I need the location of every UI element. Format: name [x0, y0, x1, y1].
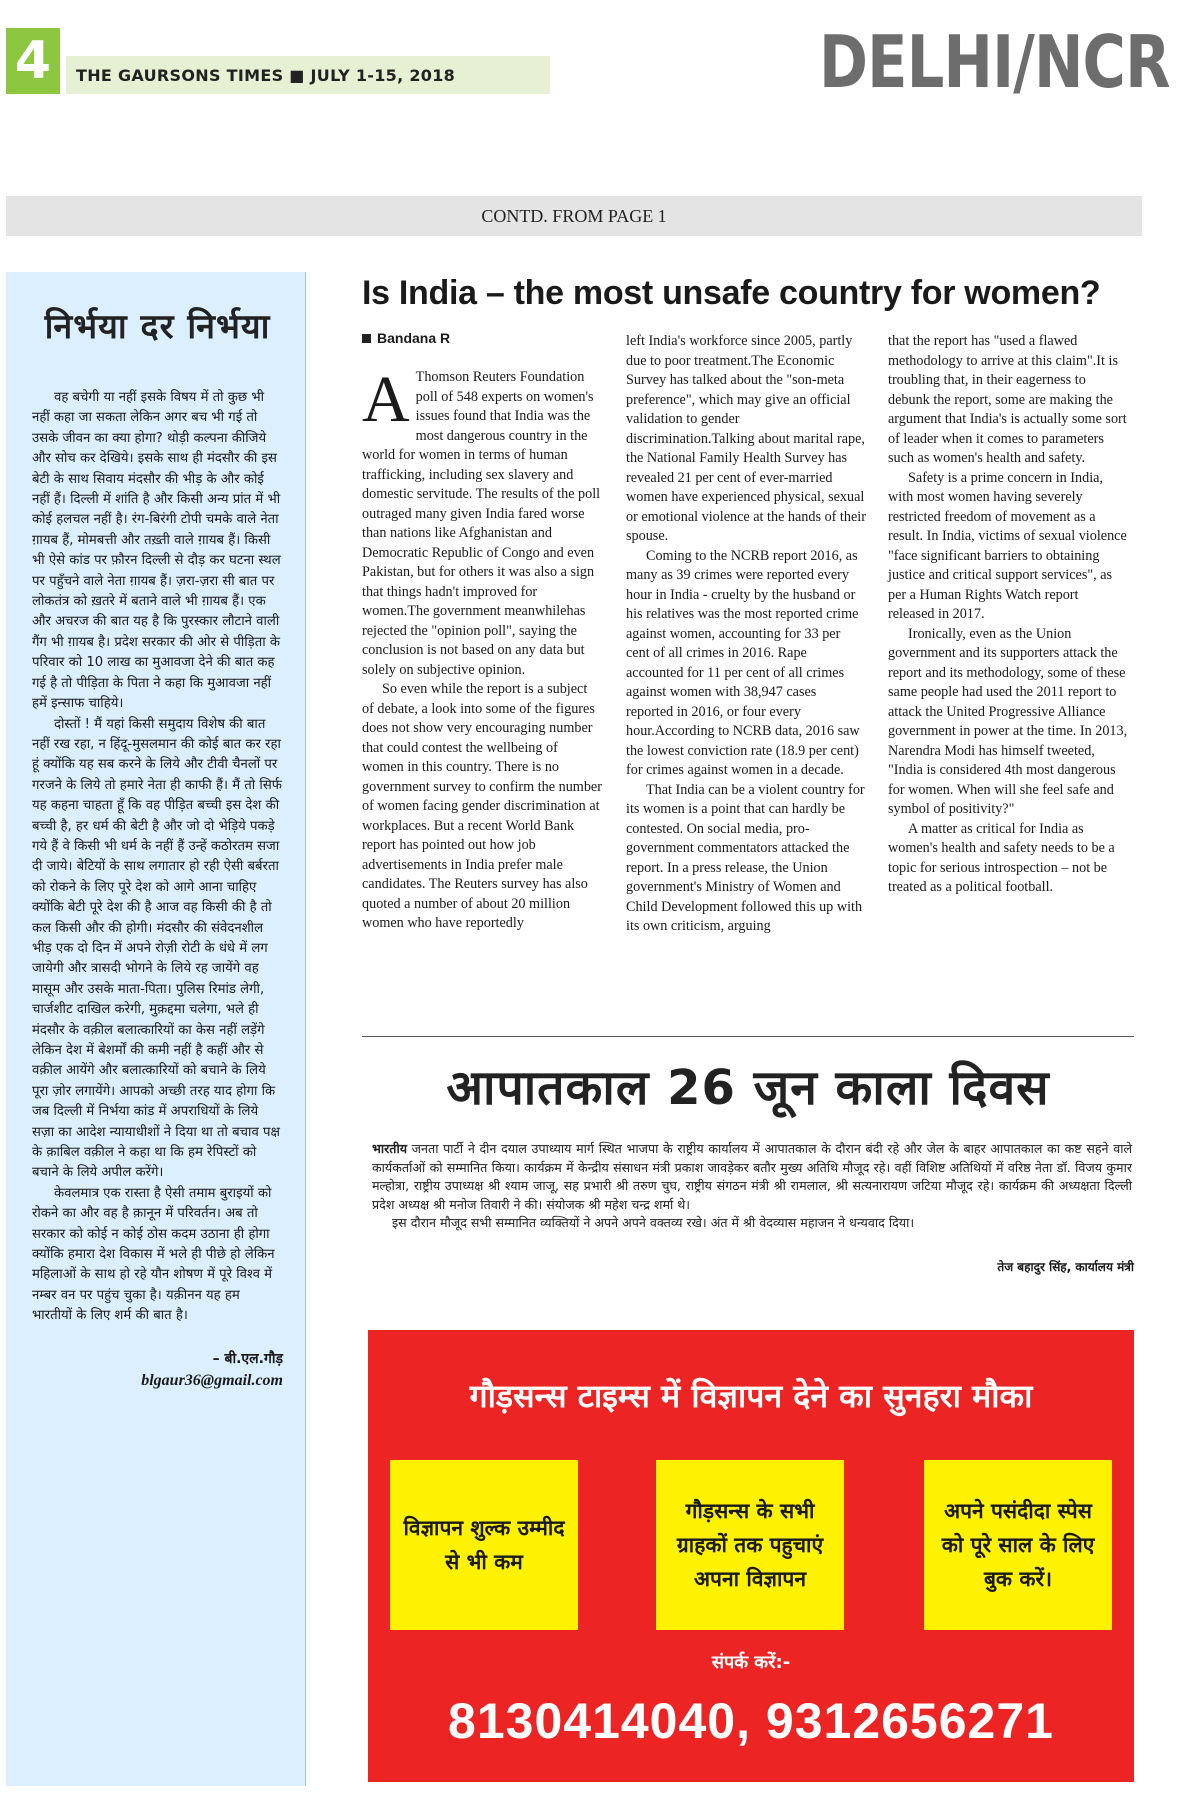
page-number: 4: [6, 28, 60, 94]
ad-box-reach: गौड़सन्स के सभी ग्राहकों तक पहुचाएं अपना विज्ञापन: [656, 1460, 844, 1630]
article-paragraph: A matter as critical for India as women's health and safety needs to be a topic for serious introspection – not be treated as a political football.: [888, 820, 1115, 895]
sidebar-paragraph: वह बचेगी या नहीं इसके विषय में तो कुछ भी नहीं कहा जा सकता लेकिन अगर बच भी गई तो उसके जीवन का क्या होगा? थोड़ी कल्पना कीजिये और सोच कर देखिये। इसके साथ ही मंदसौर की इस बेटी के साथ सिवाय मंदसौर की भीड़ के और कोई नहीं हैं। दिल्ली में शांति है और किसी अन्य प्रांत में भी कोई हलचल नहीं है। रंग-बिरंगी टोपी चमके वाले नेता ग़ायब हैं, मोमबत्ती और तख़्ती वाले ग़ायब हैं। किसी भी ऐसे कांड पर फ़ौरन दिल्ली से दौड़ कर घटना स्थल पर पहुँचने वाले नेता ग़ायब हैं। ज़रा-ज़रा सी बात पर लोकतंत्र को ख़तरे में बताने वाले भी ग़ायब हैं। एक और अचरज की बात यह है कि पुरस्कार लौटाने वाली गैंग भी ग़ायब है। प्रदेश सरकार की ओर से पीड़िता के परिवार को 10 लाख का मुआवजा देने की बात कह गई है तो पीड़िता के पिता ने कहा कि मुआवजा नहीं हमें इन्साफ चाहिये।: [32, 390, 281, 712]
article-headline: Is India – the most unsafe country for women?: [362, 274, 1101, 312]
emergency-lead-word: भारतीय: [372, 1141, 408, 1156]
advertisement-banner: [368, 1330, 1134, 1782]
ad-phone-numbers: 8130414040, 9312656271: [448, 1693, 1054, 1749]
article-column-1: [362, 363, 602, 934]
section-title: DELHI/NCR: [819, 20, 1170, 104]
sidebar-author: – बी.एल.गौड़: [212, 1350, 283, 1367]
emergency-paragraph: [372, 1140, 1132, 1214]
sidebar-paragraph: दोस्तों ! मैं यहां किसी समुदाय विशेष की बात नहीं रख रहा, न हिंदू-मुसलमान की कोई बात कर रहा हूं क्योंकि यह सब करने के लिये और टीवी चैनलों पर गरजने के लिये तो हमारे नेता ही काफी हैं। मैं तो सिर्फ यह कहना चाहता हूँ कि वह पीड़ित बच्ची इस देश की बच्ची है, हर धर्म की बेटी है और जो दो भेड़िये पकड़े गये हैं वे किसी भी धर्म के नहीं हैं उन्हें कठोरतम सजा दी जाये। बेटियों के साथ लगातार हो रही ऐसी बर्बरता को रोकने के लिए पूरे देश को आगे आना चाहिए क्योंकि बेटी पूरे देश की है आज वह किसी की है तो कल किसी और की होगी। मंदसौर की संवेदनशील भीड़ एक दो दिन में अपने रोज़ी रोटी के धंधे में लग जायेगी और त्रासदी भोगने के लिये रह जायेंगे वह मासूम और उसके माता-पिता। पुलिस रिमांड लेगी, चार्जशीट दाखिल करेगी, मुक़द्दमा चलेगा, भले ही मंदसौर के वक़ील बलात्कारियों का केस नहीं लड़ेंगे लेकिन देश में बेशर्मों की कमी नहीं है कहीं और से वक़ील आयेंगे और बलात्कारियों को बचाने के लिये पूरा ज़ोर लगायेंगे। आपको अच्छी तरह याद होगा कि जब दिल्ली में निर्भया कांड में अपराधियों के लिये सज़ा का आदेश न्यायाधीशों ने दिया था तो बचाव पक्ष के क़ाबिल वक़ील ने कहा था कि हम रेपिस्टों को बचाने के लिये अपील करेंगे।: [32, 716, 282, 1181]
drop-cap: A: [362, 363, 410, 436]
ad-box-booking: अपने पसंदीदा स्पेस को पूरे साल के लिए बुक करें।: [924, 1460, 1112, 1630]
sidebar-paragraph: केवलमात्र एक रास्ता है ऐसी तमाम बुराइयों को रोकने का और वह है क़ानून में परिवर्तन। अब तो सरकार को कोई न कोई ठोस कदम उठाना ही होगा क्योंकि हमारा देश विकास में भले ही पीछे हो लेकिन महिलाओं के साथ हो रहे यौन शोषण में पूरे विश्व में नम्बर वन पर पहुंच चुका है। यक़ीनन यह हम भारतीयों के लिए शर्म की बात है।: [32, 1185, 275, 1324]
article-paragraph: left India's workforce since 2005, partly due to poor treatment.The Economic Survey has talked about the "son-meta preference", which may give an official validation to gender discrimination.Talking about marital rape, the National Family Health Survey has revealed 21 per cent of ever-married women have experienced physical, sexual or emotional violence at the hands of their spouse.: [626, 333, 866, 544]
article-column-3: [888, 332, 1128, 898]
byline-author: Bandana R: [377, 330, 451, 346]
sidebar-email: blgaur36@gmail.com: [141, 1371, 283, 1389]
emergency-body: [372, 1140, 1132, 1233]
article-paragraph: So even while the report is a subject of debate, a look into some of the figures does not show very encouraging number that could contest the wellbeing of women in this country. There is no government survey to confirm the number of women facing gender discrimination at workplaces. But a recent World Bank report has pointed out how job advertisements in India prefer male candidates. The Reuters survey has also quoted a number of about 20 million women who have reportedly: [362, 681, 602, 931]
article-paragraph: [362, 363, 602, 680]
section-divider: [362, 1036, 1134, 1037]
ad-title: गौड़सन्स टाइम्स में विज्ञापन देने का सुनहरा मौका: [469, 1377, 1033, 1415]
sidebar-column: [6, 272, 306, 1786]
ad-contact-label: संपर्क करें:-: [711, 1652, 791, 1673]
article-paragraph-text: Thomson Reuters Foundation poll of 548 experts on women's issues found that India was the most dangerous country in the world for women in terms of human trafficking, including sex slavery and domestic servitude. The results of the poll outraged many given India fared worse than nations like Afghanistan and Democratic Republic of Congo and even Pakistan, but for others it was also a sign that things hadn't improved for women.The government meanwhilehas rejected the "opinion poll", saying the conclusion is not based on any data but solely on subjective opinion.: [362, 369, 601, 678]
emergency-headline: आपातकाल 26 जून काला दिवस: [446, 1060, 1050, 1116]
article-paragraph: Safety is a prime concern in India, with most women having severely restricted freedom of movement as a result. In India, victims of sexual violence "face significant barriers to obtaining justice and critical support services", as per a Human Rights Watch report released in 2017.: [888, 469, 1127, 622]
article-paragraph: that the report has "used a flawed methodology to arrive at this claim".It is troubling that, in their eagerness to debunk the report, some are making the argument that India's is actually some sort of leader when it comes to parameters such as women's health and safety.: [888, 333, 1127, 466]
continued-label: CONTD. FROM PAGE 1: [6, 196, 1142, 236]
emergency-paragraph: इस दौरान मौजूद सभी सम्मानित व्यक्तियों ने अपने अपने वक्तव्य रखे। अंत में श्री वेदव्यास महाजन ने धन्यवाद दिया।: [392, 1215, 915, 1230]
article-byline: [362, 330, 450, 346]
byline-square-icon: [362, 334, 371, 343]
emergency-text: जनता पार्टी ने दीन दयाल उपाध्याय मार्ग स्थित भाजपा के राष्ट्रीय कार्यालय में आपातकाल के दौरान बंदी रहे और जेल के बाहर आपातकाल का कष्ट सहने वाले कार्यकर्ताओं को सम्मानित किया। कार्यक्रम में केन्द्रीय संसाधन मंत्री प्रकाश जावड़ेकर बतौर मुख्य अतिथि मौजूद रहे। वहीं विशिष्ट अतिथियों में वरिष्ठ नेता डॉ. विजय कुमार मल्होत्रा, राष्ट्रीय उपाध्यक्ष श्री श्याम जाजू, सह प्रभारी श्री तरुण चुघ, राष्ट्रीय संगठन मंत्री श्री रामलाल, श्री सत्यनारायण जटिया मौजूद रहे। कार्यक्रम की अध्यक्षता दिल्ली प्रदेश अध्यक्ष श्री मनोज तिवारी ने की। संयोजक श्री महेश चन्द्र शर्मा थे।: [372, 1141, 1132, 1212]
publication-line: THE GAURSONS TIMES ■ JULY 1-15, 2018: [66, 56, 550, 94]
sidebar-title: निर्भया दर निर्भया: [44, 307, 271, 347]
article-paragraph: Coming to the NCRB report 2016, as many as 39 crimes were reported every hour in India - cruelty by the husband or his relatives was the most reported crime against women, accounting for 33 per cent of all crimes in 2016. Rape accounted for 11 per cent of all crimes against women with 38,947 cases reported in 2016, or four every hour.According to NCRB data, 2016 saw the lowest conviction rate (18.9 per cent) for crimes against women in a decade.: [626, 547, 860, 778]
emergency-signature: तेज बहादुर सिंह, कार्यालय मंत्री: [997, 1260, 1134, 1274]
article-column-2: [626, 332, 866, 937]
ad-box-low-price: विज्ञापन शुल्क उम्मीद से भी कम: [390, 1460, 578, 1630]
article-paragraph: Ironically, even as the Union government and its supporters attack the report and its methodology, some of these same people had used the 2011 report to attack the United Progressive Alliance government in power at the time. In 2013, Narendra Modi has himself tweeted, "India is considered 4th most dangerous for women. When will she feel safe and symbol of positivity?": [888, 625, 1128, 817]
article-paragraph: That India can be a violent country for its women is a point that can hardly be contested. On social media, pro-government commentators attacked the report. In a press release, the Union government's Ministry of Women and Child Development followed this up with its own criticism, arguing: [626, 781, 865, 934]
